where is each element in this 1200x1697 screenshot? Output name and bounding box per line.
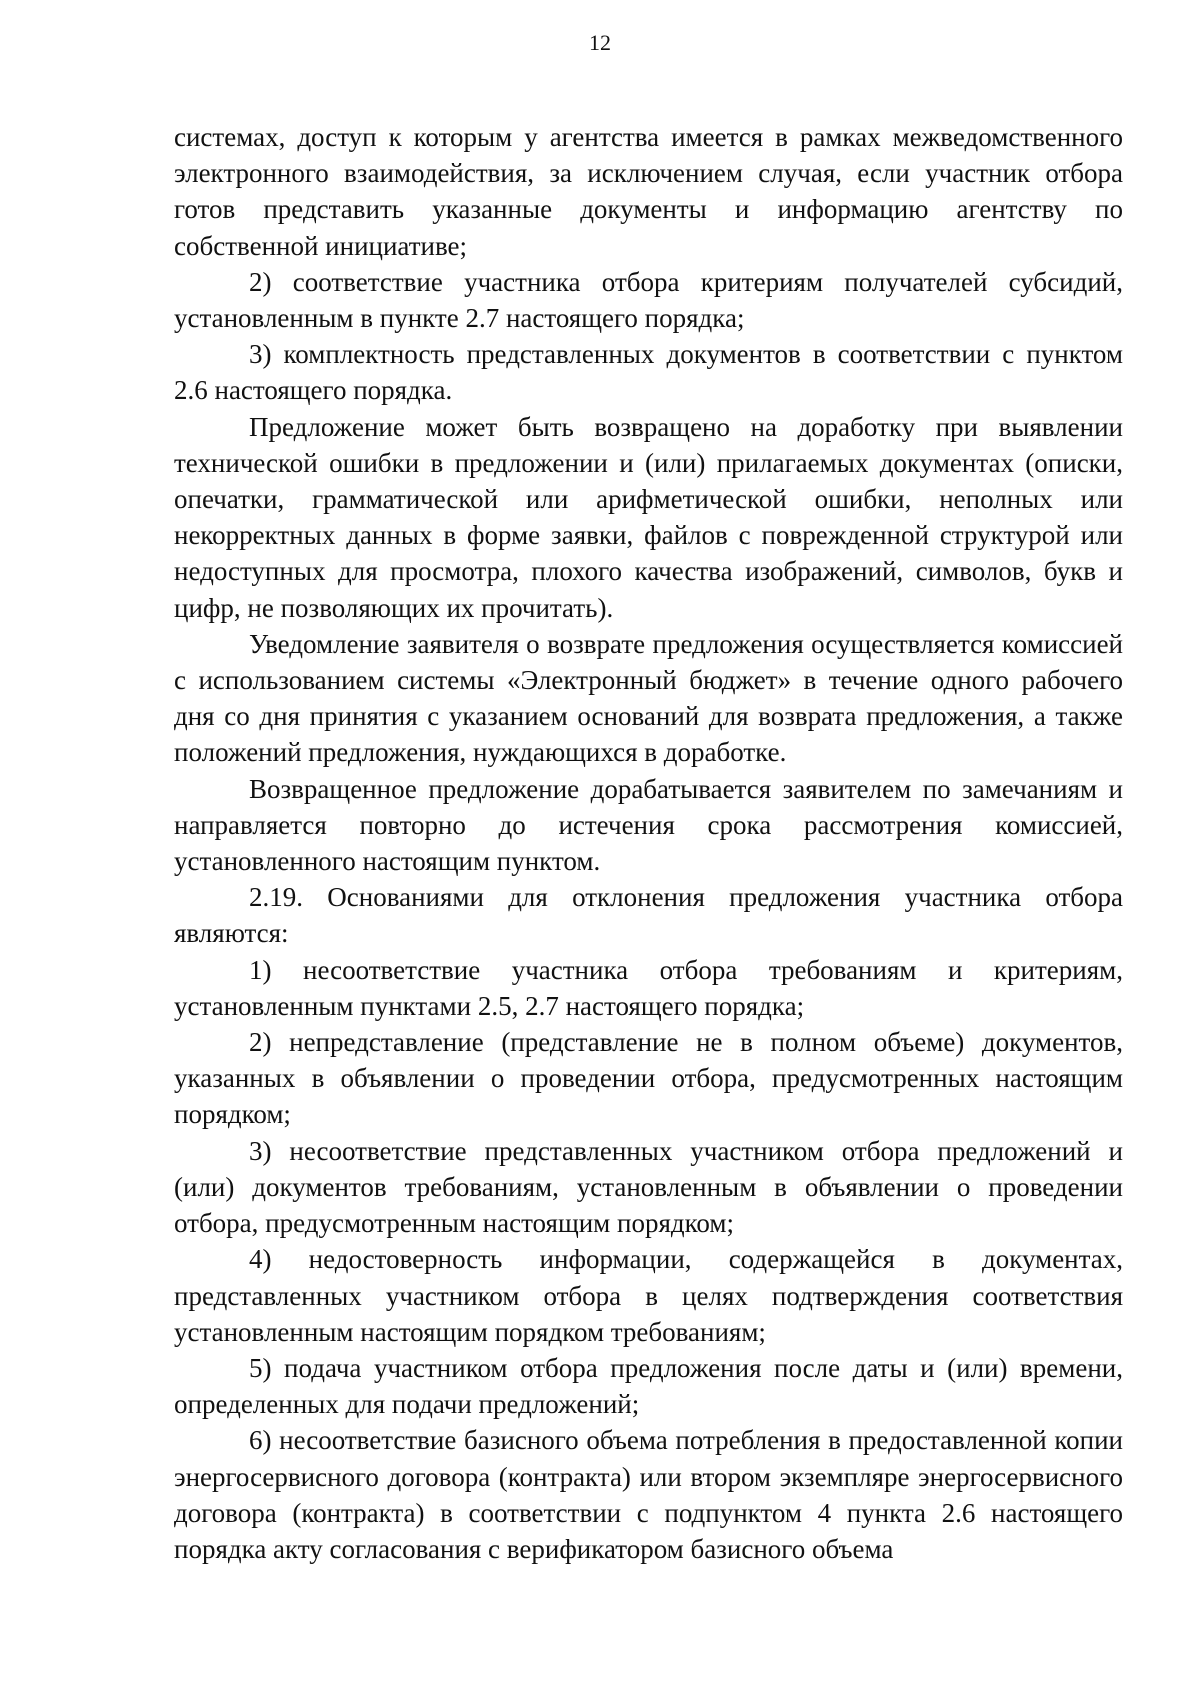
paragraph-reason-3: 3) несоответствие представленных участником отбора предложений и (или) документов требованиям, установленным в объявлении о проведении отбора, предусмотренным настоящим порядком;	[174, 1135, 1123, 1239]
paragraph-section-2-19: 2.19. Основаниями для отклонения предложения участника отбора являются:	[174, 882, 1123, 949]
paragraph-notification: Уведомление заявителя о возврате предложения осуществляется комиссией с использованием системы «Электронный бюджет» в течение одного рабочего дня со дня принятия с указанием оснований для возврата предложения, а также положений предложения, нуждающихся в доработке.	[174, 628, 1123, 768]
paragraph-item-2: 2) соответствие участника отбора критериям получателей субсидий, установленным в пункте 2.7 настоящего порядка;	[174, 266, 1123, 334]
paragraph-reason-6: 6) несоответствие базисного объема потребления в предоставленной копии энергосервисного договора (контракта) или втором экземпляре энергосервисного договора (контракта) в соответствии с подпунктом 4 пункта 2.6 настоящего порядка акту согласования с верификатором базисного объема	[174, 1425, 1123, 1564]
paragraph-reason-5: 5) подача участником отбора предложения после даты и (или) времени, определенных для подачи предложений;	[174, 1352, 1123, 1420]
paragraph-resubmission: Возвращенное предложение дорабатывается заявителем по замечаниям и направляется повторно до истечения срока рассмотрения комиссией, установленного настоящим пунктом.	[174, 773, 1123, 877]
page-number: 12	[589, 30, 611, 55]
paragraph-item-3: 3) комплектность представленных документов в соответствии с пунктом 2.6 настоящего порядка.	[174, 339, 1123, 406]
paragraph-reason-4: 4) недостоверность информации, содержащейся в документах, представленных участником отбора в целях подтверждения соответствия установленным настоящим порядком требованиям;	[174, 1244, 1123, 1347]
paragraph-reason-2: 2) непредставление (представление не в полном объеме) документов, указанных в объявлении о проведении отбора, предусмотренных настоящим порядком;	[174, 1027, 1123, 1130]
paragraph-reason-1: 1) несоответствие участника отбора требованиям и критериям, установленным пунктами 2.5, 2.7 настоящего порядка;	[174, 954, 1123, 1021]
document-body	[174, 119, 1123, 1567]
paragraph-return-for-revision: Предложение может быть возвращено на доработку при выявлении технической ошибки в предложении и (или) прилагаемых документах (описки, опечатки, грамматической или арифметической ошибки, неполных или некорректных данных в форме заявки, файлов с поврежденной структурой или недоступных для просмотра, плохого качества изображений, символов, букв и цифр, не позволяющих их прочитать).	[174, 411, 1123, 623]
paragraph-continuation: системах, доступ к которым у агентства имеется в рамках межведомственного электронного взаимодействия, за исключением случая, если участник отбора готов представить указанные документы и информацию агентству по собственной инициативе;	[174, 122, 1123, 261]
